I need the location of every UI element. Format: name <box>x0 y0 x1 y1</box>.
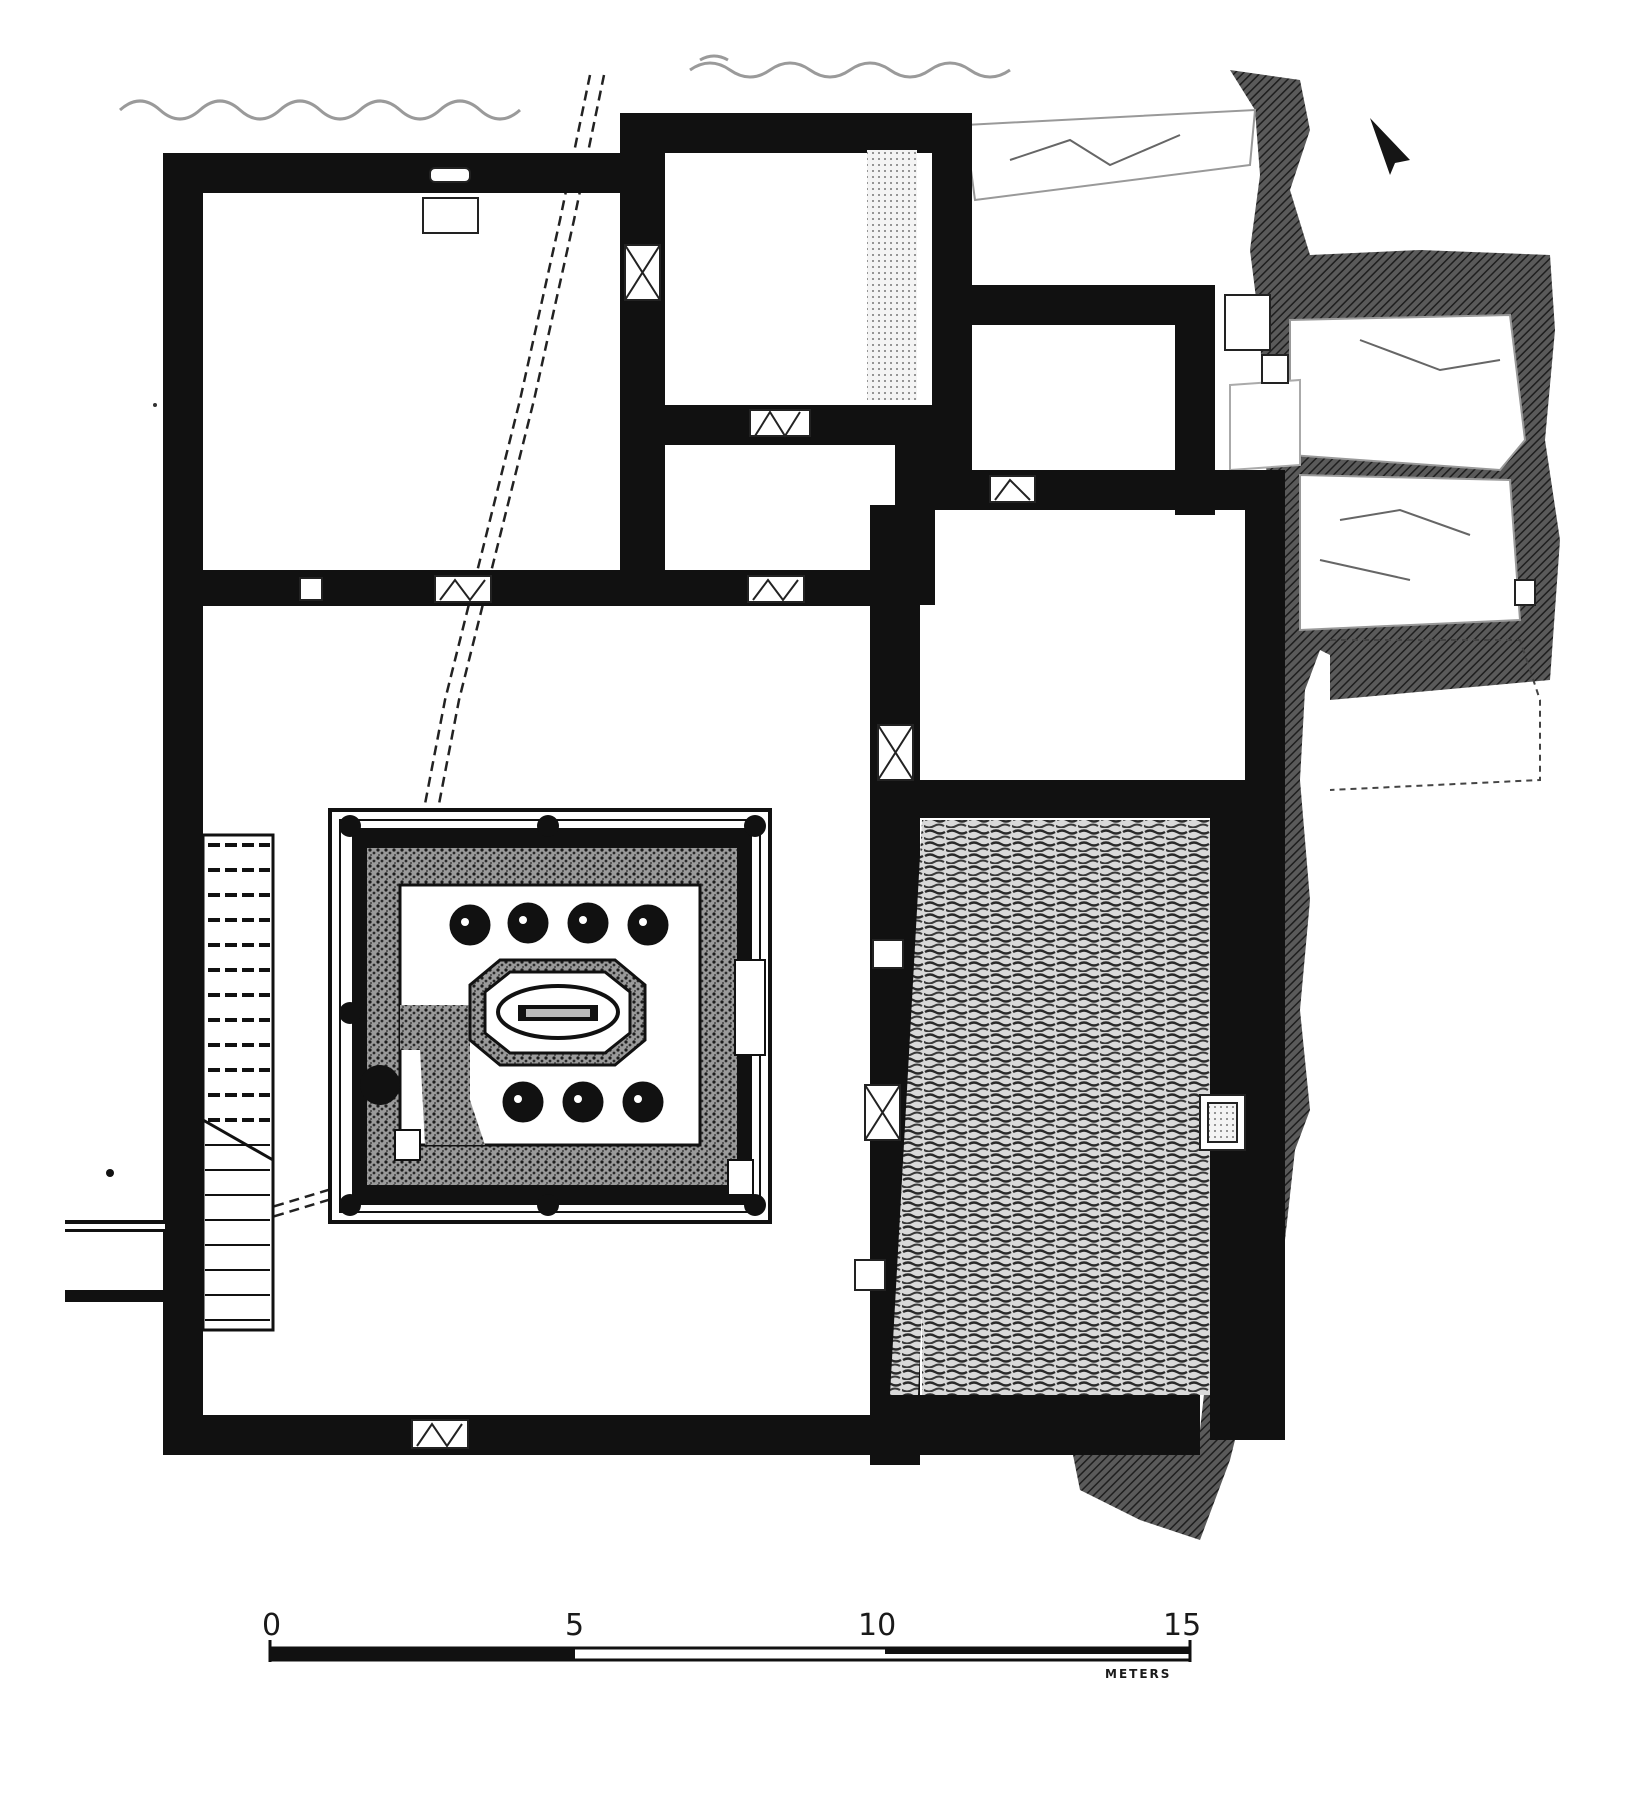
staircase <box>203 835 273 1330</box>
scale-bar <box>262 1608 1201 1681</box>
north-arrow-icon <box>1370 118 1410 175</box>
scale-label-10: 10 <box>858 1608 897 1643</box>
stray-mark <box>106 1169 114 1177</box>
scale-label-5: 5 <box>565 1608 585 1643</box>
dotted-strip <box>867 150 917 400</box>
pipe-interior <box>65 1224 165 1229</box>
scale-unit-label: METERS <box>1105 1667 1172 1681</box>
terrain-contours <box>120 56 1010 119</box>
scale-label-15: 15 <box>1163 1608 1202 1643</box>
central-pool <box>330 810 770 1222</box>
scale-label-0: 0 <box>262 1608 282 1643</box>
stray-mark <box>153 403 157 407</box>
paved-floor <box>922 820 1210 1395</box>
